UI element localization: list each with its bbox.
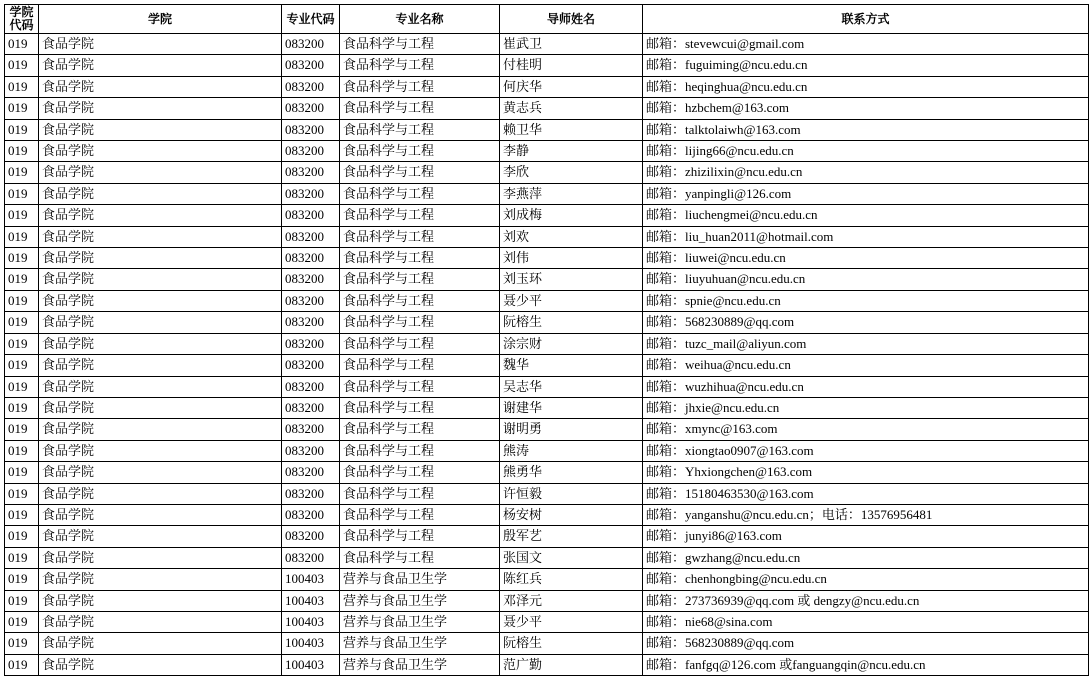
advisor-name-cell: 陈红兵 — [500, 569, 643, 590]
major-code-cell: 083200 — [282, 98, 340, 119]
contact-cell: 邮箱：talktolaiwh@163.com — [643, 119, 1089, 140]
table-row — [5, 205, 1089, 226]
contact-cell: 邮箱：tuzc_mail@aliyun.com — [643, 333, 1089, 354]
major-name-cell: 食品科学与工程 — [340, 547, 500, 568]
table-body — [5, 34, 1089, 676]
college-cell: 食品学院 — [39, 654, 282, 675]
major-name-cell: 食品科学与工程 — [340, 76, 500, 97]
table-row — [5, 355, 1089, 376]
major-name-cell: 食品科学与工程 — [340, 290, 500, 311]
contact-cell: 邮箱：heqinghua@ncu.edu.cn — [643, 76, 1089, 97]
table-row — [5, 611, 1089, 632]
contact-cell: 邮箱：fuguiming@ncu.edu.cn — [643, 55, 1089, 76]
college-cell: 食品学院 — [39, 226, 282, 247]
table-row — [5, 569, 1089, 590]
major-name-cell: 营养与食品卫生学 — [340, 611, 500, 632]
advisor-name-cell: 何庆华 — [500, 76, 643, 97]
contact-cell: 邮箱：lijing66@ncu.edu.cn — [643, 141, 1089, 162]
college-code-cell: 019 — [5, 590, 39, 611]
college-code-cell: 019 — [5, 162, 39, 183]
major-code-cell: 083200 — [282, 419, 340, 440]
college-code-cell: 019 — [5, 312, 39, 333]
advisor-name-cell: 杨安树 — [500, 504, 643, 525]
table-row — [5, 141, 1089, 162]
college-code-cell: 019 — [5, 119, 39, 140]
major-name-cell: 食品科学与工程 — [340, 141, 500, 162]
contact-cell: 邮箱：568230889@qq.com — [643, 312, 1089, 333]
major-code-cell: 083200 — [282, 440, 340, 461]
college-cell: 食品学院 — [39, 376, 282, 397]
major-name-cell: 食品科学与工程 — [340, 269, 500, 290]
major-name-cell: 食品科学与工程 — [340, 483, 500, 504]
advisor-name-cell: 谢建华 — [500, 397, 643, 418]
table-row — [5, 504, 1089, 525]
table-row — [5, 34, 1089, 55]
contact-cell: 邮箱：chenhongbing@ncu.edu.cn — [643, 569, 1089, 590]
advisor-name-cell: 许恒毅 — [500, 483, 643, 504]
advisor-name-cell: 殷军艺 — [500, 526, 643, 547]
contact-cell: 邮箱：nie68@sina.com — [643, 611, 1089, 632]
major-code-cell: 083200 — [282, 76, 340, 97]
college-cell: 食品学院 — [39, 312, 282, 333]
college-code-cell: 019 — [5, 55, 39, 76]
major-name-cell: 营养与食品卫生学 — [340, 633, 500, 654]
major-name-cell: 营养与食品卫生学 — [340, 654, 500, 675]
major-name-cell: 食品科学与工程 — [340, 119, 500, 140]
major-code-cell: 100403 — [282, 611, 340, 632]
advisor-name-cell: 范广勤 — [500, 654, 643, 675]
major-code-cell: 083200 — [282, 504, 340, 525]
table-row — [5, 419, 1089, 440]
contact-cell: 邮箱：wuzhihua@ncu.edu.cn — [643, 376, 1089, 397]
table-row — [5, 526, 1089, 547]
advisor-name-cell: 刘成梅 — [500, 205, 643, 226]
advisor-name-cell: 刘伟 — [500, 248, 643, 269]
contact-cell: 邮箱：yanpingli@126.com — [643, 183, 1089, 204]
advisor-name-cell: 阮榕生 — [500, 312, 643, 333]
contact-cell: 邮箱：fanfgq@126.com 或fanguangqin@ncu.edu.cn — [643, 654, 1089, 675]
college-cell: 食品学院 — [39, 526, 282, 547]
major-code-cell: 083200 — [282, 547, 340, 568]
table-row — [5, 654, 1089, 675]
major-name-cell: 营养与食品卫生学 — [340, 569, 500, 590]
table-row — [5, 269, 1089, 290]
college-code-cell: 019 — [5, 76, 39, 97]
major-code-cell: 083200 — [282, 162, 340, 183]
advisor-name-cell: 熊勇华 — [500, 462, 643, 483]
major-code-cell: 100403 — [282, 569, 340, 590]
contact-cell: 邮箱：xiongtao0907@163.com — [643, 440, 1089, 461]
college-cell: 食品学院 — [39, 590, 282, 611]
college-code-cell: 019 — [5, 483, 39, 504]
major-name-cell: 食品科学与工程 — [340, 312, 500, 333]
contact-cell: 邮箱：zhizilixin@ncu.edu.cn — [643, 162, 1089, 183]
college-code-cell: 019 — [5, 440, 39, 461]
col-header-college: 学院 — [39, 5, 282, 34]
college-cell: 食品学院 — [39, 269, 282, 290]
major-code-cell: 083200 — [282, 205, 340, 226]
col-header-major-code: 专业代码 — [282, 5, 340, 34]
college-cell: 食品学院 — [39, 248, 282, 269]
advisor-name-cell: 刘欢 — [500, 226, 643, 247]
major-code-cell: 083200 — [282, 376, 340, 397]
college-code-cell: 019 — [5, 205, 39, 226]
college-code-cell: 019 — [5, 355, 39, 376]
table-row — [5, 462, 1089, 483]
college-code-cell: 019 — [5, 504, 39, 525]
table-row — [5, 376, 1089, 397]
major-code-cell: 083200 — [282, 269, 340, 290]
advisor-name-cell: 刘玉环 — [500, 269, 643, 290]
advisor-name-cell: 吴志华 — [500, 376, 643, 397]
college-code-cell: 019 — [5, 183, 39, 204]
college-code-cell: 019 — [5, 141, 39, 162]
college-cell: 食品学院 — [39, 419, 282, 440]
major-name-cell: 食品科学与工程 — [340, 419, 500, 440]
contact-cell: 邮箱：liuyuhuan@ncu.edu.cn — [643, 269, 1089, 290]
major-code-cell: 083200 — [282, 183, 340, 204]
table-row — [5, 119, 1089, 140]
college-code-cell: 019 — [5, 633, 39, 654]
major-name-cell: 食品科学与工程 — [340, 333, 500, 354]
contact-cell: 邮箱：jhxie@ncu.edu.cn — [643, 397, 1089, 418]
college-code-cell: 019 — [5, 290, 39, 311]
major-name-cell: 食品科学与工程 — [340, 355, 500, 376]
advisor-name-cell: 赖卫华 — [500, 119, 643, 140]
major-name-cell: 食品科学与工程 — [340, 504, 500, 525]
advisor-name-cell: 付桂明 — [500, 55, 643, 76]
major-name-cell: 营养与食品卫生学 — [340, 590, 500, 611]
college-cell: 食品学院 — [39, 55, 282, 76]
major-code-cell: 083200 — [282, 248, 340, 269]
advisor-table — [4, 4, 1089, 676]
advisor-name-cell: 邓泽元 — [500, 590, 643, 611]
major-name-cell: 食品科学与工程 — [340, 98, 500, 119]
college-code-cell: 019 — [5, 569, 39, 590]
college-code-cell: 019 — [5, 269, 39, 290]
advisor-name-cell: 聂少平 — [500, 611, 643, 632]
college-code-cell: 019 — [5, 547, 39, 568]
table-row — [5, 183, 1089, 204]
college-cell: 食品学院 — [39, 483, 282, 504]
major-name-cell: 食品科学与工程 — [340, 183, 500, 204]
contact-cell: 邮箱：junyi86@163.com — [643, 526, 1089, 547]
header-row — [5, 5, 1089, 34]
advisor-name-cell: 魏华 — [500, 355, 643, 376]
contact-cell: 邮箱：spnie@ncu.edu.cn — [643, 290, 1089, 311]
college-code-cell: 019 — [5, 611, 39, 632]
major-code-cell: 083200 — [282, 34, 340, 55]
contact-cell: 邮箱：stevewcui@gmail.com — [643, 34, 1089, 55]
major-code-cell: 083200 — [282, 226, 340, 247]
college-cell: 食品学院 — [39, 633, 282, 654]
major-code-cell: 100403 — [282, 590, 340, 611]
advisor-name-cell: 张国文 — [500, 547, 643, 568]
major-code-cell: 083200 — [282, 312, 340, 333]
college-cell: 食品学院 — [39, 547, 282, 568]
advisor-name-cell: 黄志兵 — [500, 98, 643, 119]
table-row — [5, 633, 1089, 654]
contact-cell: 邮箱：xmync@163.com — [643, 419, 1089, 440]
major-name-cell: 食品科学与工程 — [340, 226, 500, 247]
table-row — [5, 76, 1089, 97]
table-row — [5, 397, 1089, 418]
advisor-name-cell: 崔武卫 — [500, 34, 643, 55]
college-code-cell: 019 — [5, 526, 39, 547]
col-header-college-code: 学院代码 — [5, 5, 39, 34]
table-row — [5, 162, 1089, 183]
college-cell: 食品学院 — [39, 440, 282, 461]
table-row — [5, 98, 1089, 119]
college-code-cell: 019 — [5, 34, 39, 55]
advisor-name-cell: 李静 — [500, 141, 643, 162]
college-code-cell: 019 — [5, 462, 39, 483]
major-code-cell: 083200 — [282, 462, 340, 483]
major-name-cell: 食品科学与工程 — [340, 397, 500, 418]
major-name-cell: 食品科学与工程 — [340, 205, 500, 226]
major-name-cell: 食品科学与工程 — [340, 55, 500, 76]
college-cell: 食品学院 — [39, 205, 282, 226]
advisor-name-cell: 谢明勇 — [500, 419, 643, 440]
college-cell: 食品学院 — [39, 162, 282, 183]
contact-cell: 邮箱：568230889@qq.com — [643, 633, 1089, 654]
major-code-cell: 083200 — [282, 355, 340, 376]
advisor-name-cell: 涂宗财 — [500, 333, 643, 354]
table-row — [5, 226, 1089, 247]
college-code-cell: 019 — [5, 98, 39, 119]
major-code-cell: 083200 — [282, 141, 340, 162]
major-code-cell: 083200 — [282, 119, 340, 140]
table-row — [5, 333, 1089, 354]
college-cell: 食品学院 — [39, 290, 282, 311]
college-cell: 食品学院 — [39, 462, 282, 483]
major-name-cell: 食品科学与工程 — [340, 162, 500, 183]
college-code-cell: 019 — [5, 226, 39, 247]
col-header-advisor-name: 导师姓名 — [500, 5, 643, 34]
college-cell: 食品学院 — [39, 119, 282, 140]
col-header-major-name: 专业名称 — [340, 5, 500, 34]
table-row — [5, 547, 1089, 568]
table-row — [5, 55, 1089, 76]
major-code-cell: 083200 — [282, 526, 340, 547]
major-code-cell: 100403 — [282, 654, 340, 675]
contact-cell: 邮箱：liuchengmei@ncu.edu.cn — [643, 205, 1089, 226]
contact-cell: 邮箱：weihua@ncu.edu.cn — [643, 355, 1089, 376]
college-cell: 食品学院 — [39, 76, 282, 97]
table-row — [5, 590, 1089, 611]
major-name-cell: 食品科学与工程 — [340, 376, 500, 397]
college-code-cell: 019 — [5, 654, 39, 675]
major-code-cell: 083200 — [282, 55, 340, 76]
major-name-cell: 食品科学与工程 — [340, 440, 500, 461]
col-header-contact: 联系方式 — [643, 5, 1089, 34]
contact-cell: 邮箱：liu_huan2011@hotmail.com — [643, 226, 1089, 247]
advisor-name-cell: 熊涛 — [500, 440, 643, 461]
contact-cell: 邮箱：yanganshu@ncu.edu.cn；电话：13576956481 — [643, 504, 1089, 525]
college-cell: 食品学院 — [39, 98, 282, 119]
college-cell: 食品学院 — [39, 355, 282, 376]
contact-cell: 邮箱：liuwei@ncu.edu.cn — [643, 248, 1089, 269]
table-row — [5, 248, 1089, 269]
major-name-cell: 食品科学与工程 — [340, 462, 500, 483]
major-code-cell: 083200 — [282, 333, 340, 354]
contact-cell: 邮箱：Yhxiongchen@163.com — [643, 462, 1089, 483]
major-code-cell: 083200 — [282, 397, 340, 418]
table-row — [5, 440, 1089, 461]
advisor-name-cell: 聂少平 — [500, 290, 643, 311]
table-row — [5, 312, 1089, 333]
college-cell: 食品学院 — [39, 34, 282, 55]
major-code-cell: 083200 — [282, 483, 340, 504]
college-cell: 食品学院 — [39, 611, 282, 632]
advisor-name-cell: 李燕萍 — [500, 183, 643, 204]
major-name-cell: 食品科学与工程 — [340, 526, 500, 547]
college-cell: 食品学院 — [39, 141, 282, 162]
college-code-cell: 019 — [5, 397, 39, 418]
college-code-cell: 019 — [5, 376, 39, 397]
college-cell: 食品学院 — [39, 333, 282, 354]
contact-cell: 邮箱：273736939@qq.com 或 dengzy@ncu.edu.cn — [643, 590, 1089, 611]
table-row — [5, 290, 1089, 311]
advisor-name-cell: 阮榕生 — [500, 633, 643, 654]
college-cell: 食品学院 — [39, 569, 282, 590]
contact-cell: 邮箱：hzbchem@163.com — [643, 98, 1089, 119]
contact-cell: 邮箱：15180463530@163.com — [643, 483, 1089, 504]
college-cell: 食品学院 — [39, 504, 282, 525]
major-code-cell: 100403 — [282, 633, 340, 654]
table-row — [5, 483, 1089, 504]
major-name-cell: 食品科学与工程 — [340, 34, 500, 55]
college-code-cell: 019 — [5, 333, 39, 354]
contact-cell: 邮箱：gwzhang@ncu.edu.cn — [643, 547, 1089, 568]
major-code-cell: 083200 — [282, 290, 340, 311]
major-name-cell: 食品科学与工程 — [340, 248, 500, 269]
college-cell: 食品学院 — [39, 397, 282, 418]
advisor-name-cell: 李欣 — [500, 162, 643, 183]
college-cell: 食品学院 — [39, 183, 282, 204]
college-code-cell: 019 — [5, 419, 39, 440]
college-code-cell: 019 — [5, 248, 39, 269]
